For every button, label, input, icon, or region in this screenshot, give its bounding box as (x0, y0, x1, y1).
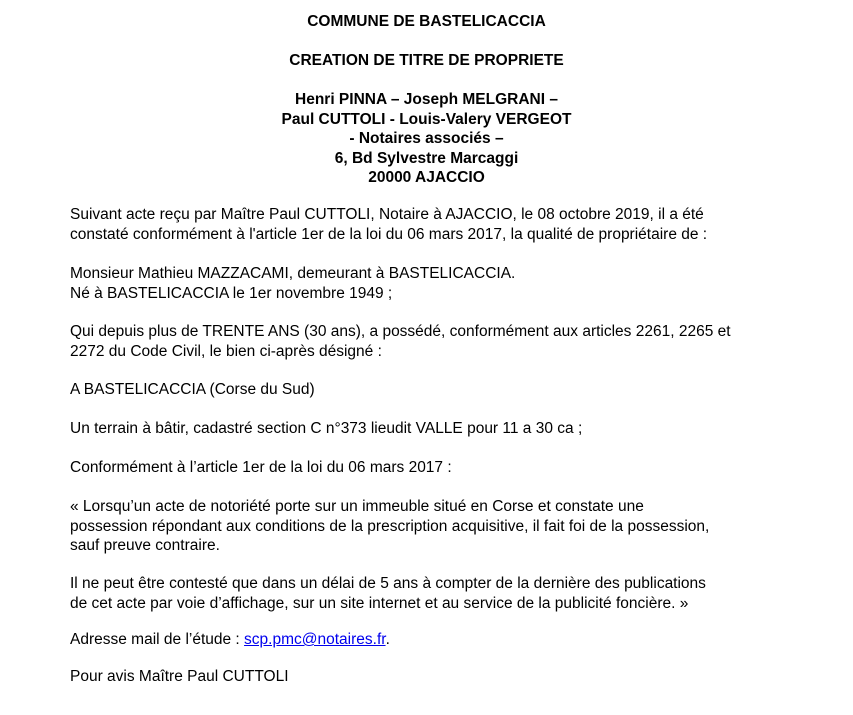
quote-1-line-2: possession répondant aux conditions de la prescription acquisitive, il fait foi de la possession, (70, 517, 710, 535)
paragraph-possession (70, 322, 770, 361)
owner-line-1: Monsieur Mathieu MAZZACAMI, demeurant à BASTELICACCIA. (70, 265, 516, 282)
email-line (70, 630, 770, 650)
paragraph-property (70, 419, 770, 439)
address-street: 6, Bd Sylvestre Marcaggi (334, 149, 519, 167)
address-city: 20000 AJACCIO (368, 169, 485, 186)
notaries-line-2: Paul CUTTOLI - Louis-Valery VERGEOT (281, 110, 572, 128)
notaries-line-3: - Notaires associés – (349, 130, 504, 147)
email-label: Adresse mail de l’étude : (70, 631, 245, 648)
possession-line-2: 2272 du Code Civil, le bien ci-après désigné : (70, 342, 382, 360)
paragraph-quote-2 (70, 574, 770, 613)
paragraph-deed (70, 205, 770, 244)
notaries-block (0, 90, 853, 188)
email-suffix: . (385, 631, 390, 648)
paragraph-email (70, 630, 770, 650)
law-reference-line: Conformément à l’article 1er de la loi du 06 mars 2017 : (70, 459, 452, 476)
quote-2-line-2: de cet acte par voie d’affichage, sur un site internet et au service de la publicité foncière. » (70, 594, 689, 612)
quote-1-line-3: sauf preuve contraire. (70, 537, 220, 554)
signature-line: Pour avis Maître Paul CUTTOLI (70, 668, 289, 685)
paragraph-law-reference (70, 458, 770, 478)
notaries-line-1: Henri PINNA – Joseph MELGRANI – (295, 91, 558, 108)
quote-1-line-1: « Lorsqu’un acte de notoriété porte sur un immeuble situé en Corse et constate une (70, 498, 644, 515)
paragraph-location (70, 380, 770, 400)
paragraph-signature (70, 667, 770, 687)
email-link[interactable]: scp.pmc@notaires.fr (244, 631, 386, 648)
possession-line-1: Qui depuis plus de TRENTE ANS (30 ans), a possédé, conformément aux articles 2261, 2265 et (70, 323, 731, 340)
location-line: A BASTELICACCIA (Corse du Sud) (70, 381, 315, 398)
property-line: Un terrain à bâtir, cadastré section C n°373 lieudit VALLE pour 11 a 30 ca ; (70, 420, 583, 437)
paragraph-quote-1 (70, 497, 770, 556)
owner-line-2: Né à BASTELICACCIA le 1er novembre 1949 ; (70, 284, 393, 302)
deed-line-2: constaté conformément à l'article 1er de la loi du 06 mars 2017, la qualité de propriétaire de : (70, 225, 708, 243)
paragraph-owner (70, 264, 770, 303)
notice-title: CREATION DE TITRE DE PROPRIETE (289, 52, 564, 69)
quote-2-line-1: Il ne peut être contesté que dans un délai de 5 ans à compter de la dernière des publications (70, 575, 706, 592)
deed-line-1: Suivant acte reçu par Maître Paul CUTTOLI, Notaire à AJACCIO, le 08 octobre 2019, il a été (70, 206, 704, 223)
commune-heading: COMMUNE DE BASTELICACCIA (307, 13, 546, 30)
